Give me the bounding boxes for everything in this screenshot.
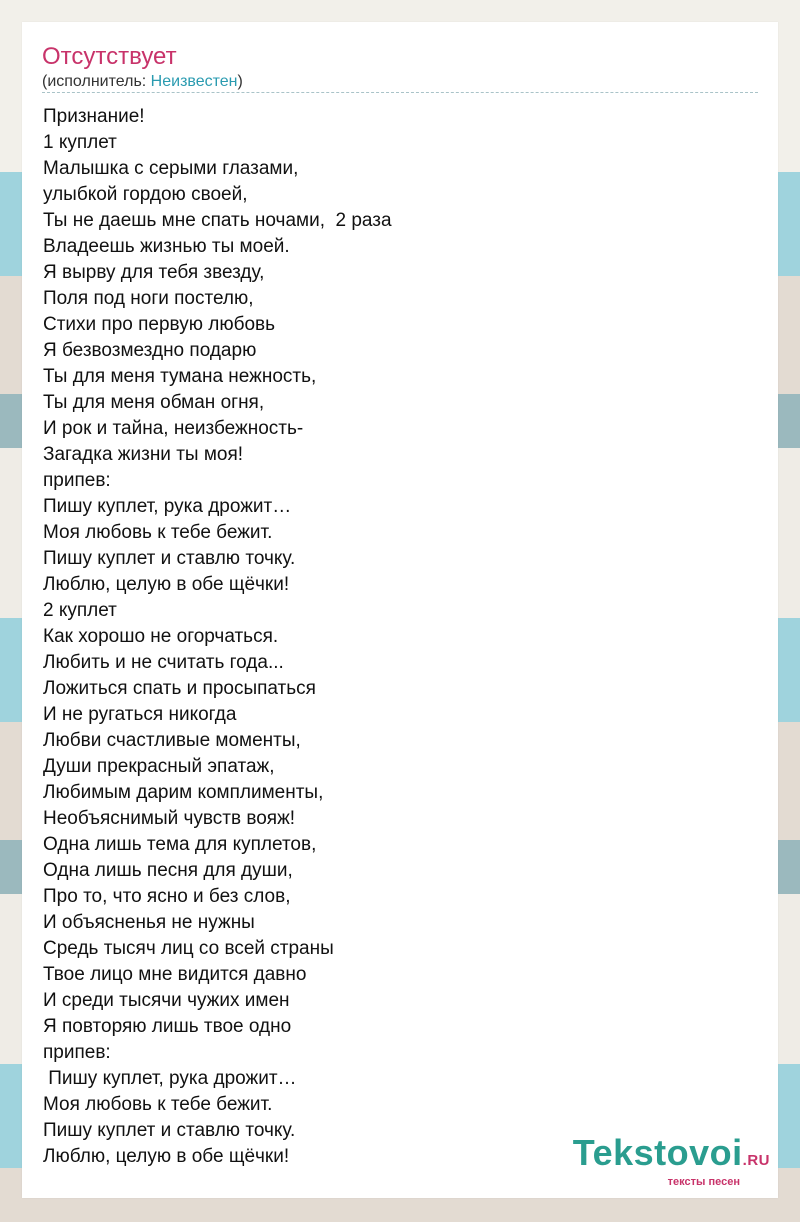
lyric-line: Как хорошо не огорчаться. [43, 626, 279, 647]
lyrics-text [43, 104, 743, 1170]
lyric-line: Ложиться спать и просыпаться [43, 678, 316, 699]
lyric-line: Пишу куплет и ставлю точку. [43, 1120, 296, 1141]
title-divider [42, 92, 758, 93]
lyric-line: Стихи про первую любовь [43, 314, 276, 335]
lyric-line: Люблю, целую в обе щёчки! [43, 574, 290, 595]
logo-name: Tekstovoi [572, 1132, 743, 1173]
lyric-line: Пишу куплет, рука дрожит… [43, 496, 292, 517]
lyric-line: Малышка с серыми глазами, [43, 158, 299, 179]
lyric-line: припев: [43, 1042, 111, 1063]
lyric-line: Люблю, целую в обе щёчки! [43, 1146, 290, 1167]
lyric-line: Владеешь жизнью ты моей. [43, 236, 290, 257]
lyric-line: Загадка жизни ты моя! [43, 444, 244, 465]
lyric-line: Любимым дарим комплименты, [43, 782, 324, 803]
artist-prefix: (исполнитель: [42, 73, 151, 90]
artist-line [42, 72, 243, 92]
lyric-line: И среди тысячи чужих имен [43, 990, 290, 1011]
lyric-line: Твое лицо мне видится давно [43, 964, 307, 985]
lyric-line: И объясненья не нужны [43, 912, 255, 933]
lyrics-card [22, 22, 778, 1198]
lyric-line: Одна лишь песня для души, [43, 860, 293, 881]
lyric-line: Моя любовь к тебе бежит. [43, 522, 273, 543]
lyric-line: Одна лишь тема для куплетов, [43, 834, 317, 855]
site-logo[interactable] [573, 1134, 770, 1188]
lyric-line: Признание! [43, 106, 145, 127]
lyric-line: Ты для меня обман огня, [43, 392, 265, 413]
lyric-line: И рок и тайна, неизбежность- [43, 418, 304, 439]
logo-wordmark [573, 1134, 770, 1180]
lyric-line: Я безвозмездно подарю [43, 340, 257, 361]
lyric-line: Моя любовь к тебе бежит. [43, 1094, 273, 1115]
lyric-line: 1 куплет [43, 132, 117, 153]
lyric-line: Пишу куплет и ставлю точку. [43, 548, 296, 569]
lyric-line: 2 куплет [43, 600, 117, 621]
artist-link[interactable]: Неизвестен [150, 73, 238, 90]
lyric-line: Поля под ноги постелю, [43, 288, 254, 309]
lyric-line: Средь тысяч лиц со всей страны [43, 938, 334, 959]
lyric-line: И не ругаться никогда [43, 704, 237, 725]
lyric-line: улыбкой гордою своей, [43, 184, 248, 205]
lyric-line: Любви счастливые моменты, [43, 730, 301, 751]
lyric-line: Я вырву для тебя звезду, [43, 262, 265, 283]
logo-domain: .RU [742, 1152, 770, 1169]
logo-tagline: тексты песен [667, 1176, 740, 1188]
lyric-line: Ты не даешь мне спать ночами, 2 раза [43, 210, 392, 231]
lyric-line: Души прекрасный эпатаж, [43, 756, 275, 777]
lyric-line: Ты для меня тумана нежность, [43, 366, 317, 387]
artist-suffix: ) [237, 73, 243, 90]
lyric-line: Необъяснимый чувств вояж! [43, 808, 296, 829]
lyric-line: Пишу куплет, рука дрожит… [43, 1068, 297, 1089]
song-title: Отсутствует [42, 43, 177, 70]
lyric-line: Любить и не считать года... [43, 652, 284, 673]
lyric-line: Я повторяю лишь твое одно [43, 1016, 292, 1037]
lyric-line: припев: [43, 470, 111, 491]
lyric-line: Про то, что ясно и без слов, [43, 886, 291, 907]
